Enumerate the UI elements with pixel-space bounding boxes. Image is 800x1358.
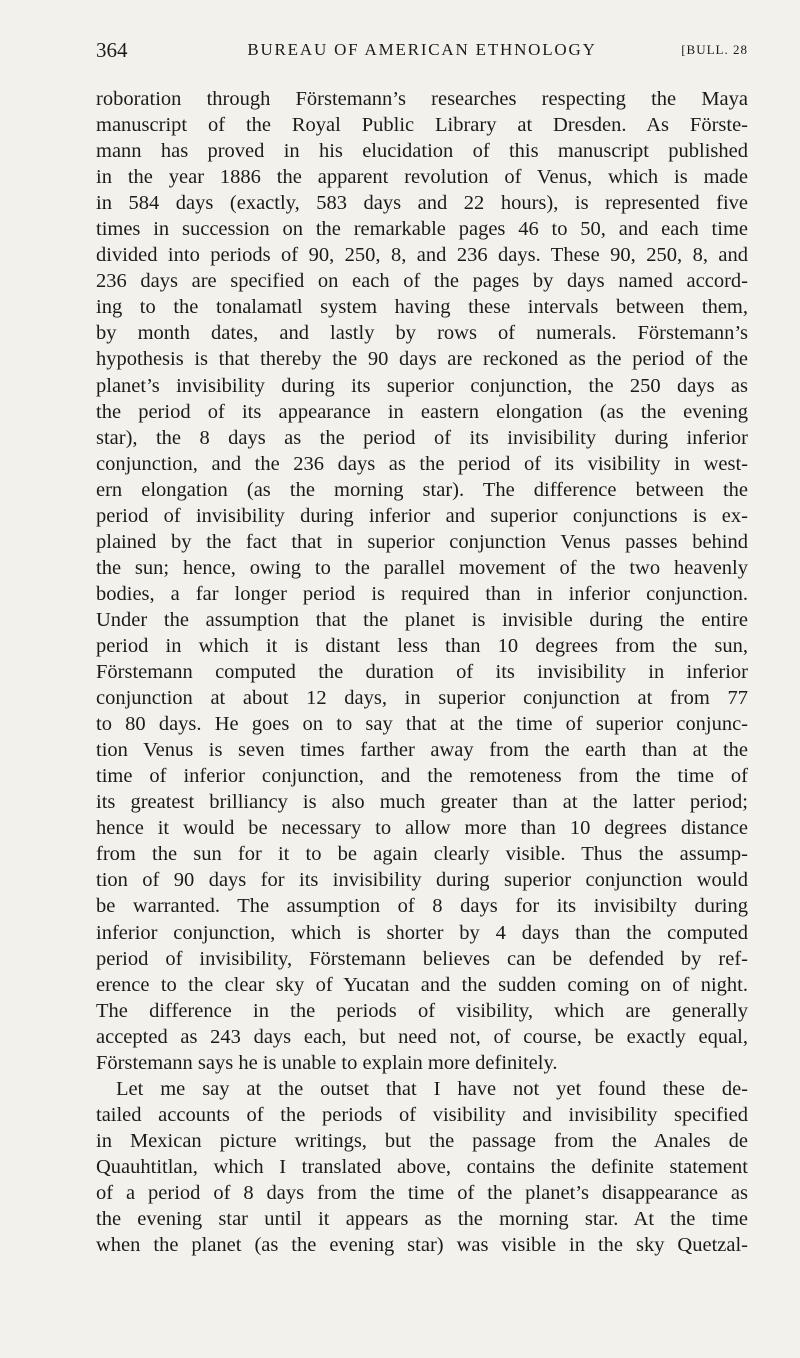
- text-line: planet’s invisibility during its superior conjunction, the 250 days as: [96, 374, 748, 397]
- text-line: Quauhtitlan, which I translated above, contains the definite statement: [96, 1155, 748, 1178]
- running-title: BUREAU OF AMERICAN ETHNOLOGY: [247, 40, 597, 59]
- text-line: its greatest brilliancy is also much greater than at the latter period;: [96, 791, 748, 814]
- text-line: the sun; hence, owing to the parallel movement of the two heavenly: [96, 556, 748, 579]
- text-line: The difference in the periods of visibility, which are generally: [96, 999, 748, 1022]
- text-line: hypothesis is that thereby the 90 days are reckoned as the period of the: [96, 348, 748, 371]
- text-line: inferior conjunction, which is shorter by 4 days than the computed: [96, 921, 748, 944]
- text-line: divided into periods of 90, 250, 8, and 236 days. These 90, 250, 8, and: [96, 244, 748, 267]
- text-line: Förstemann says he is unable to explain more definitely.: [96, 1051, 558, 1074]
- text-line: erence to the clear sky of Yucatan and the sudden coming on of night.: [96, 973, 748, 996]
- text-line: the period of its appearance in eastern elongation (as the evening: [96, 400, 748, 423]
- text-line: accepted as 243 days each, but need not, of course, be exactly equal,: [96, 1025, 748, 1048]
- text-line: to 80 days. He goes on to say that at the time of superior conjunc-: [96, 713, 748, 736]
- text-line: Förstemann computed the duration of its invisibility in inferior: [96, 661, 748, 684]
- text-line: be warranted. The assumption of 8 days for its invisibilty during: [96, 895, 748, 918]
- body-text: [96, 86, 748, 1258]
- text-line: Under the assumption that the planet is invisible during the entire: [96, 608, 748, 631]
- text-line: period of invisibility during inferior and superior conjunctions is ex-: [96, 504, 748, 527]
- text-line: star), the 8 days as the period of its invisibility during inferior: [96, 426, 748, 449]
- text-line: times in succession on the remarkable pages 46 to 50, and each time: [96, 218, 748, 241]
- text-line: Let me say at the outset that I have not yet found these de-: [116, 1077, 748, 1100]
- text-line: in the year 1886 the apparent revolution of Venus, which is made: [96, 166, 748, 189]
- text-line: 236 days are specified on each of the pages by days named accord-: [96, 270, 748, 293]
- text-line: mann has proved in his elucidation of this manuscript published: [96, 140, 748, 163]
- text-line: the evening star until it appears as the morning star. At the time: [96, 1208, 748, 1231]
- text-line: time of inferior conjunction, and the remoteness from the time of: [96, 765, 748, 788]
- text-line: conjunction at about 12 days, in superior conjunction at from 77: [96, 687, 748, 710]
- text-line: plained by the fact that in superior conjunction Venus passes behind: [96, 530, 748, 553]
- text-line: tailed accounts of the periods of visibility and invisibility specified: [96, 1103, 748, 1126]
- text-line: by month dates, and lastly by rows of numerals. Förstemann’s: [96, 322, 748, 345]
- text-line: in Mexican picture writings, but the passage from the Anales de: [96, 1129, 748, 1152]
- text-line: period in which it is distant less than 10 degrees from the sun,: [96, 634, 748, 657]
- text-line: roboration through Förstemann’s researches respecting the Maya: [96, 88, 748, 110]
- text-line: period of invisibility, Förstemann believes can be defended by ref-: [96, 947, 748, 970]
- bulletin-number: [BULL. 28: [681, 42, 748, 57]
- text-line: manuscript of the Royal Public Library at Dresden. As Förste-: [96, 114, 748, 137]
- text-line: tion of 90 days for its invisibility during superior conjunction would: [96, 869, 748, 892]
- text-line: from the sun for it to be again clearly visible. Thus the assump-: [96, 843, 748, 866]
- page-number: 364: [96, 38, 128, 62]
- page-header: [96, 38, 748, 62]
- text-line: when the planet (as the evening star) was visible in the sky Quetzal-: [96, 1234, 748, 1257]
- text-line: in 584 days (exactly, 583 days and 22 hours), is represented five: [96, 192, 748, 215]
- text-line: bodies, a far longer period is required than in inferior conjunction.: [96, 582, 748, 605]
- text-line: of a period of 8 days from the time of the planet’s disappearance as: [96, 1181, 748, 1204]
- text-line: tion Venus is seven times farther away from the earth than at the: [96, 739, 748, 762]
- text-line: conjunction, and the 236 days as the period of its visibility in west-: [96, 452, 748, 475]
- text-line: hence it would be necessary to allow more than 10 degrees distance: [96, 817, 748, 840]
- text-line: ing to the tonalamatl system having these intervals between them,: [96, 296, 748, 319]
- text-line: ern elongation (as the morning star). The difference between the: [96, 478, 748, 501]
